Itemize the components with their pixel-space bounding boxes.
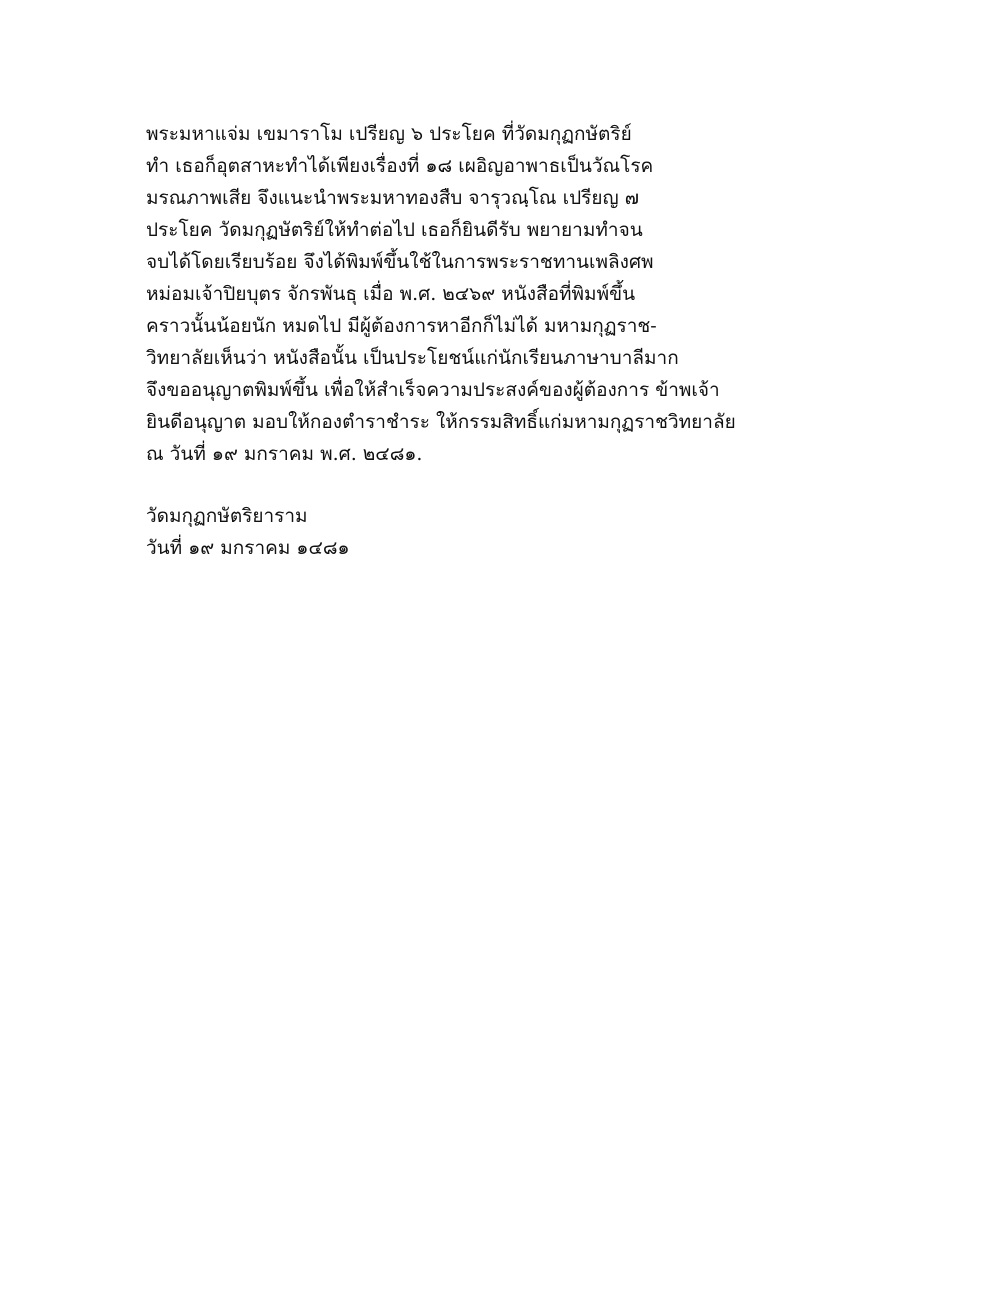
paragraph-line: ทำ เธอก็อุตสาหะทำได้เพียงเรื่องที่ ๑๘ เผอิญอาพาธเป็นวัณโรค (146, 155, 654, 177)
paragraph-line: จบได้โดยเรียบร้อย จึงได้พิมพ์ขึ้นใช้ในการพระราชทานเพลิงศพ (146, 251, 654, 273)
paragraph-gap (146, 470, 946, 500)
body-text (146, 118, 946, 564)
signature-date: วันที่ ๑๙ มกราคม ๑๔๘๑ (146, 537, 350, 559)
paragraph-line: ประโยค วัดมกุฏษัตริย์ให้ทำต่อไป เธอก็ยินดีรับ พยายามทำจน (146, 219, 643, 241)
paragraph-line: ยินดีอนุญาต มอบให้กองตำราชำระ ให้กรรมสิทธิ์แก่มหามกุฏราชวิทยาลัย (146, 411, 736, 433)
paragraph-line: พระมหาแจ่ม เขมาราโม เปรียญ ๖ ประโยค ที่วัดมกุฏกษัตริย์ (146, 123, 632, 145)
paragraph-line: วิทยาลัยเห็นว่า หนังสือนั้น เป็นประโยชน์แก่นักเรียนภาษาบาลีมาก (146, 347, 679, 369)
signature-place: วัดมกุฏกษัตริยาราม (146, 505, 308, 527)
paragraph-line: มรณภาพเสีย จึงแนะนำพระมหาทองสืบ จารุวณฺโณ เปรียญ ๗ (146, 187, 639, 209)
paragraph-line: คราวนั้นน้อยนัก หมดไป มีผู้ต้องการหาอีกก็ไม่ได้ มหามกุฏราช- (146, 315, 657, 337)
paragraph-line: จึงขออนุญาตพิมพ์ขึ้น เพื่อให้สำเร็จความประสงค์ของผู้ต้องการ ข้าพเจ้า (146, 379, 720, 401)
paragraph-line: ณ วันที่ ๑๙ มกราคม พ.ศ. ๒๔๘๑. (146, 443, 423, 465)
paragraph-line: หม่อมเจ้าปิยบุตร จักรพันธุ เมื่อ พ.ศ. ๒๔๖๙ หนังสือที่พิมพ์ขึ้น (146, 283, 636, 305)
